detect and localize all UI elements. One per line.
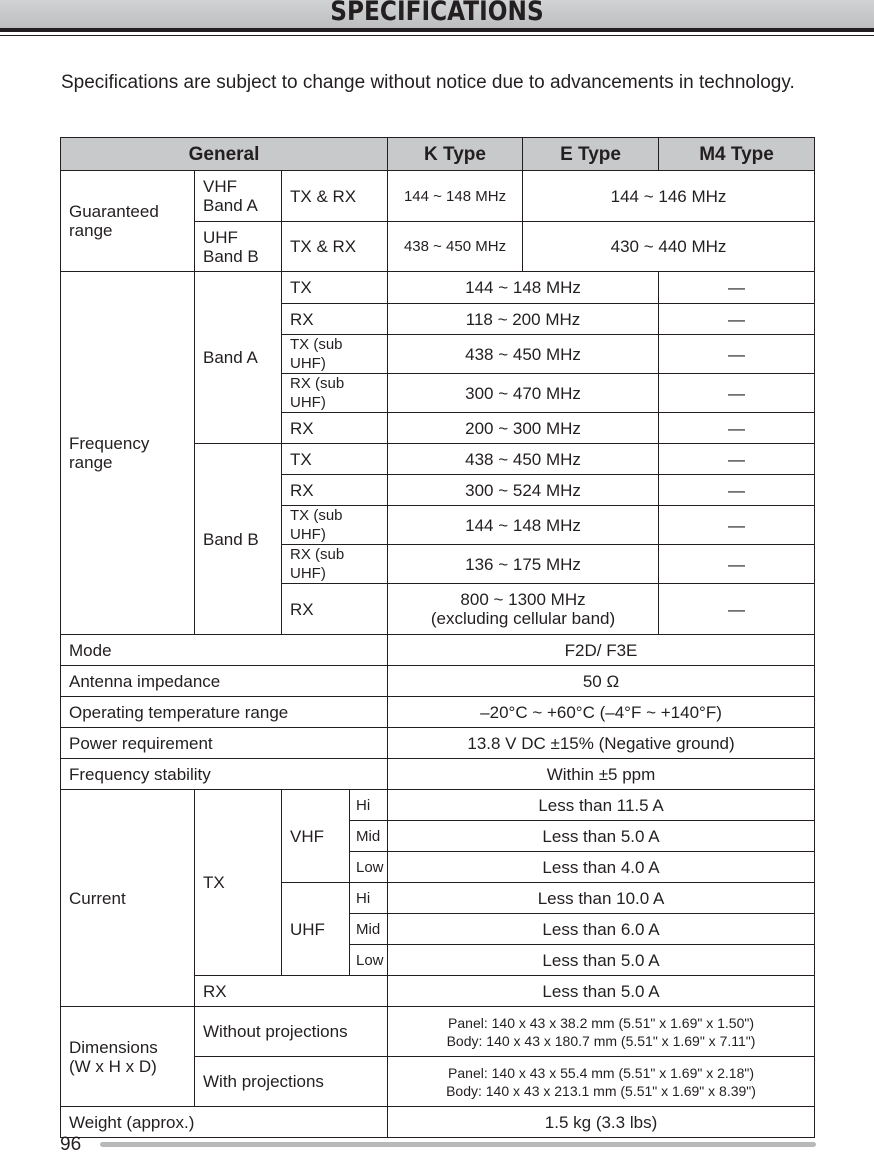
mode-cell: TX & RX: [282, 171, 388, 222]
table-row: [61, 790, 815, 821]
k-type-value: 144 ~ 148 MHz: [388, 171, 523, 222]
band-label: UHF Band B: [195, 222, 282, 272]
panel-dimensions: Panel: 140 x 43 x 38.2 mm (5.51" x 1.69" x 1.50"): [448, 1014, 754, 1031]
power-level: Hi: [350, 883, 388, 914]
e-m4-type-value: 144 ~ 146 MHz: [523, 171, 815, 222]
current-value: Less than 5.0 A: [388, 821, 815, 852]
dimensions-axes: (W x H x D): [69, 1056, 157, 1076]
mode-cell: TX (sub UHF): [282, 335, 388, 374]
dimension-values: [388, 1057, 815, 1107]
spec-label: Power requirement: [61, 728, 388, 759]
mode-cell: TX (sub UHF): [282, 506, 388, 545]
mode-cell: TX: [282, 272, 388, 304]
current-value: Less than 5.0 A: [388, 976, 815, 1007]
frequency-value: 438 ~ 450 MHz: [388, 444, 659, 475]
current-value: Less than 4.0 A: [388, 852, 815, 883]
header-m4-type: M4 Type: [659, 138, 815, 171]
power-level: Low: [350, 945, 388, 976]
table-row: [61, 728, 815, 759]
header-e-type: E Type: [523, 138, 659, 171]
m4-value: —: [659, 304, 815, 335]
mode-cell: RX (sub UHF): [282, 545, 388, 584]
mode-cell: TX & RX: [282, 222, 388, 272]
body-dimensions: Body: 140 x 43 x 213.1 mm (5.51" x 1.69" x 8.39"): [446, 1082, 756, 1099]
frequency-value: 144 ~ 148 MHz: [388, 272, 659, 304]
m4-value: —: [659, 475, 815, 506]
table-row: [61, 759, 815, 790]
frequency-value: 144 ~ 148 MHz: [388, 506, 659, 545]
power-level: Low: [350, 852, 388, 883]
frequency-value: 200 ~ 300 MHz: [388, 413, 659, 444]
header-rule-thin: [0, 35, 874, 36]
header-rule-thick: [0, 28, 874, 32]
mode-cell: RX: [282, 304, 388, 335]
current-label: Current: [61, 790, 195, 1007]
spec-label: Operating temperature range: [61, 697, 388, 728]
frequency-value: 136 ~ 175 MHz: [388, 545, 659, 584]
mode-cell: RX (sub UHF): [282, 374, 388, 413]
current-tx-label: TX: [195, 790, 282, 976]
header-k-type: K Type: [388, 138, 523, 171]
frequency-value: 300 ~ 470 MHz: [388, 374, 659, 413]
spec-value: F2D/ F3E: [388, 635, 815, 666]
header-general: General: [61, 138, 388, 171]
mode-cell: TX: [282, 444, 388, 475]
frequency-value: 118 ~ 200 MHz: [388, 304, 659, 335]
table-header-row: [61, 138, 815, 171]
m4-value: —: [659, 374, 815, 413]
guaranteed-range-label: Guaranteed range: [61, 171, 195, 272]
frequency-value: 300 ~ 524 MHz: [388, 475, 659, 506]
e-m4-type-value: 430 ~ 440 MHz: [523, 222, 815, 272]
mode-cell: RX: [282, 413, 388, 444]
m4-value: —: [659, 545, 815, 584]
band-label: VHF Band A: [195, 171, 282, 222]
body-dimensions: Body: 140 x 43 x 180.7 mm (5.51" x 1.69" x 7.11"): [446, 1032, 756, 1049]
m4-value: —: [659, 444, 815, 475]
table-row: [61, 171, 815, 222]
spec-value: 50 Ω: [388, 666, 815, 697]
spec-table: [60, 137, 815, 1138]
intro-text: Specifications are subject to change without notice due to advancements in technology.: [61, 72, 795, 93]
frequency-value: 800 ~ 1300 MHz: [460, 590, 586, 609]
table-row: [61, 272, 815, 304]
frequency-value-multiline: [388, 584, 659, 635]
current-value: Less than 5.0 A: [388, 945, 815, 976]
frequency-value: 438 ~ 450 MHz: [388, 335, 659, 374]
weight-value: 1.5 kg (3.3 lbs): [388, 1107, 815, 1138]
spec-value: 13.8 V DC ±15% (Negative ground): [388, 728, 815, 759]
power-level: Hi: [350, 790, 388, 821]
spec-value: –20°C ~ +60°C (–4°F ~ +140°F): [388, 697, 815, 728]
band-b-label: Band B: [195, 444, 282, 635]
page-title: SPECIFICATIONS: [330, 0, 544, 27]
table-row: [61, 1007, 815, 1057]
current-rx-label: RX: [195, 976, 388, 1007]
spec-label: Antenna impedance: [61, 666, 388, 697]
table-row: [61, 666, 815, 697]
band-a-label: Band A: [195, 272, 282, 444]
current-value: Less than 11.5 A: [388, 790, 815, 821]
spec-label: Mode: [61, 635, 388, 666]
power-level: Mid: [350, 821, 388, 852]
k-type-value: 438 ~ 450 MHz: [388, 222, 523, 272]
table-row: [61, 635, 815, 666]
spec-label: Frequency stability: [61, 759, 388, 790]
m4-value: —: [659, 272, 815, 304]
m4-value: —: [659, 584, 815, 635]
m4-value: —: [659, 335, 815, 374]
projection-label: With projections: [195, 1057, 388, 1107]
table-row: [61, 1107, 815, 1138]
current-vhf-label: VHF: [282, 790, 350, 883]
mode-cell: RX: [282, 584, 388, 635]
current-value: Less than 6.0 A: [388, 914, 815, 945]
frequency-range-label: Frequency range: [61, 272, 195, 635]
footer-bar: [100, 1142, 816, 1147]
dimension-values: [388, 1007, 815, 1057]
spec-value: Within ±5 ppm: [388, 759, 815, 790]
table-row: [61, 697, 815, 728]
current-uhf-label: UHF: [282, 883, 350, 976]
projection-label: Without projections: [195, 1007, 388, 1057]
weight-label: Weight (approx.): [61, 1107, 388, 1138]
m4-value: —: [659, 506, 815, 545]
frequency-note: (excluding cellular band): [430, 609, 616, 628]
dimensions-title: Dimensions: [69, 1037, 158, 1057]
m4-value: —: [659, 413, 815, 444]
page-number: 96: [60, 1134, 82, 1155]
current-value: Less than 10.0 A: [388, 883, 815, 914]
dimensions-label: [61, 1007, 195, 1107]
mode-cell: RX: [282, 475, 388, 506]
panel-dimensions: Panel: 140 x 43 x 55.4 mm (5.51" x 1.69" x 2.18"): [448, 1064, 754, 1081]
power-level: Mid: [350, 914, 388, 945]
